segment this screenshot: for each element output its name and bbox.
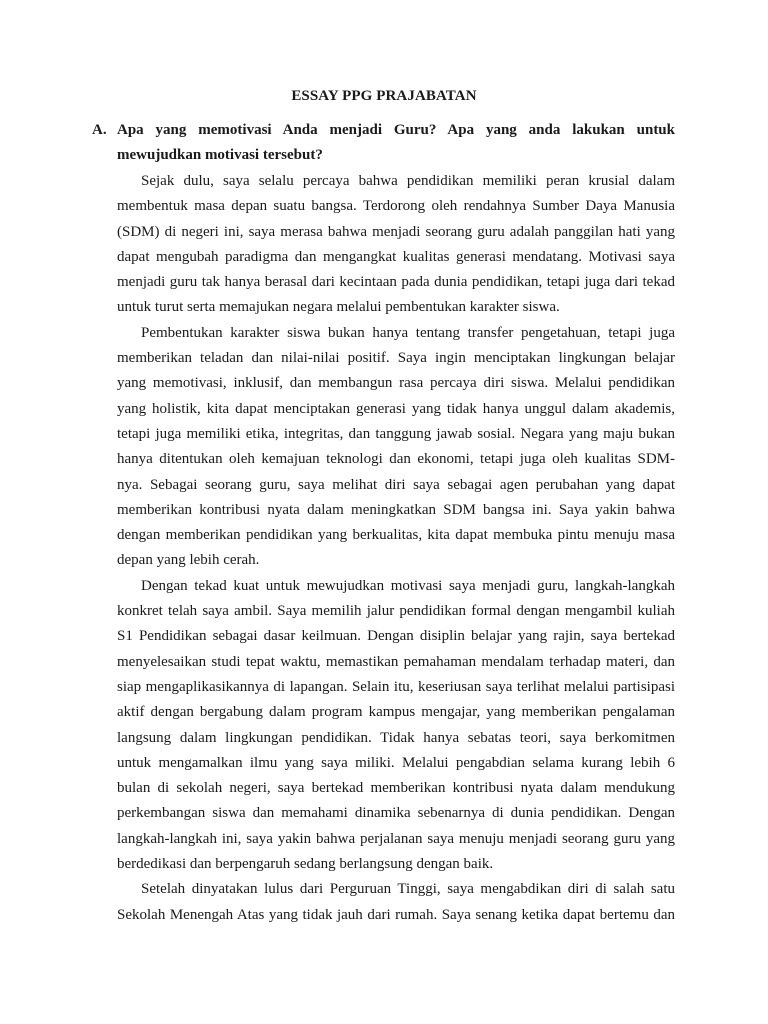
paragraph-line: tetapi juga memiliki etika, integritas, dan tanggung jawab sosial. Negara yang maju bukan	[117, 425, 675, 442]
paragraph-line: hanya ditentukan oleh kemajuan teknologi dan ekonomi, tetapi juga oleh kualitas SDM-	[117, 451, 675, 468]
section-marker: A.	[92, 122, 107, 138]
essay-paragraph	[117, 877, 675, 928]
paragraph-line: aktif dengan bergabung dalam program kampus mengajar, yang memberikan pengalaman	[117, 704, 675, 721]
paragraph-line: Sejak dulu, saya selalu percaya bahwa pendidikan memiliki peran krusial dalam	[141, 173, 675, 189]
paragraph-line: memberikan kontribusi nyata dalam meningkatkan SDM bangsa ini. Saya yakin bahwa	[117, 501, 675, 518]
essay-paragraph	[117, 321, 675, 574]
question-line: Apa yang memotivasi Anda menjadi Guru? Apa yang anda lakukan untuk	[117, 122, 675, 138]
paragraph-line: memberikan teladan dan nilai-nilai positif. Saya ingin menciptakan lingkungan belajar	[117, 350, 675, 367]
paragraph-line: Setelah dinyatakan lulus dari Perguruan Tinggi, saya mengabdikan diri di salah satu	[141, 881, 675, 898]
paragraph-line: (SDM) di negeri ini, saya merasa bahwa menjadi seorang guru adalah panggilan hati yang	[117, 223, 675, 240]
paragraph-line: perkembangan siswa dan memahami dinamika sebenarnya di dunia pendidikan. Dengan	[117, 805, 675, 822]
paragraph-line: dapat mengubah paradigma dan mengangkat kualitas generasi mendatang. Motivasi saya	[117, 248, 675, 265]
paragraph-line: bulan di sekolah negeri, saya bertekad memberikan kontribusi nyata dalam mendukung	[117, 780, 675, 797]
paragraph-line: konkret telah saya ambil. Saya memilih jalur pendidikan formal dengan mengambil kuliah	[117, 603, 675, 620]
question-text	[117, 118, 675, 169]
paragraph-line: membentuk masa depan suatu bangsa. Terdorong oleh rendahnya Sumber Daya Manusia	[117, 198, 675, 215]
question-line: mewujudkan motivasi tersebut?	[117, 147, 323, 164]
question-heading	[92, 118, 675, 169]
paragraph-line: untuk mengamalkan ilmu yang saya miliki. Melalui pengabdian selama kurang lebih 6	[117, 754, 675, 771]
paragraph-line: depan yang lebih cerah.	[117, 552, 260, 569]
paragraph-line: siap mengaplikasikannya di lapangan. Selain itu, keseriusan saya terlihat melalui partisipasi	[117, 678, 675, 695]
paragraph-line: langkah-langkah ini, saya yakin bahwa perjalanan saya menuju menjadi seorang guru yang	[117, 830, 675, 847]
paragraph-line: Sekolah Menengah Atas yang tidak jauh dari rumah. Saya senang ketika dapat bertemu dan	[117, 906, 675, 923]
essay-paragraph	[117, 169, 675, 321]
document-title: ESSAY PPG PRAJABATAN	[291, 88, 477, 104]
paragraph-line: menjadi guru tak hanya berasal dari kecintaan pada dunia pendidikan, tetapi juga dari tekad	[117, 274, 675, 291]
paragraph-line: untuk turut serta memajukan negara melalui pembentukan karakter siswa.	[117, 299, 560, 316]
paragraph-line: Pembentukan karakter siswa bukan hanya tentang transfer pengetahuan, tetapi juga	[141, 324, 675, 341]
essay-paragraph	[117, 574, 675, 878]
paragraph-line: yang holistik, kita dapat menciptakan generasi yang tidak hanya unggul dalam akademis,	[117, 400, 675, 417]
essay-body	[117, 169, 675, 928]
paragraph-line: yang memotivasi, inklusif, dan membangun rasa percaya diri siswa. Melalui pendidikan	[117, 375, 675, 392]
paragraph-line: S1 Pendidikan sebagai dasar keilmuan. Dengan disiplin belajar yang rajin, saya bertekad	[117, 628, 675, 645]
paragraph-line: menyelesaikan studi tepat waktu, memastikan pemahaman mendalam terhadap materi, dan	[117, 653, 675, 670]
paragraph-line: Dengan tekad kuat untuk mewujudkan motivasi saya menjadi guru, langkah-langkah	[141, 577, 675, 594]
paragraph-line: langsung dalam lingkungan pendidikan. Tidak hanya sebatas teori, saya berkomitmen	[117, 729, 675, 746]
paragraph-line: dengan memberikan pendidikan yang berkualitas, kita dapat membuka pintu menuju masa	[117, 527, 675, 544]
paragraph-line: berdedikasi dan berpengaruh sedang berlangsung dengan baik.	[117, 856, 494, 873]
paragraph-line: nya. Sebagai seorang guru, saya melihat diri saya sebagai agen perubahan yang dapat	[117, 476, 675, 493]
